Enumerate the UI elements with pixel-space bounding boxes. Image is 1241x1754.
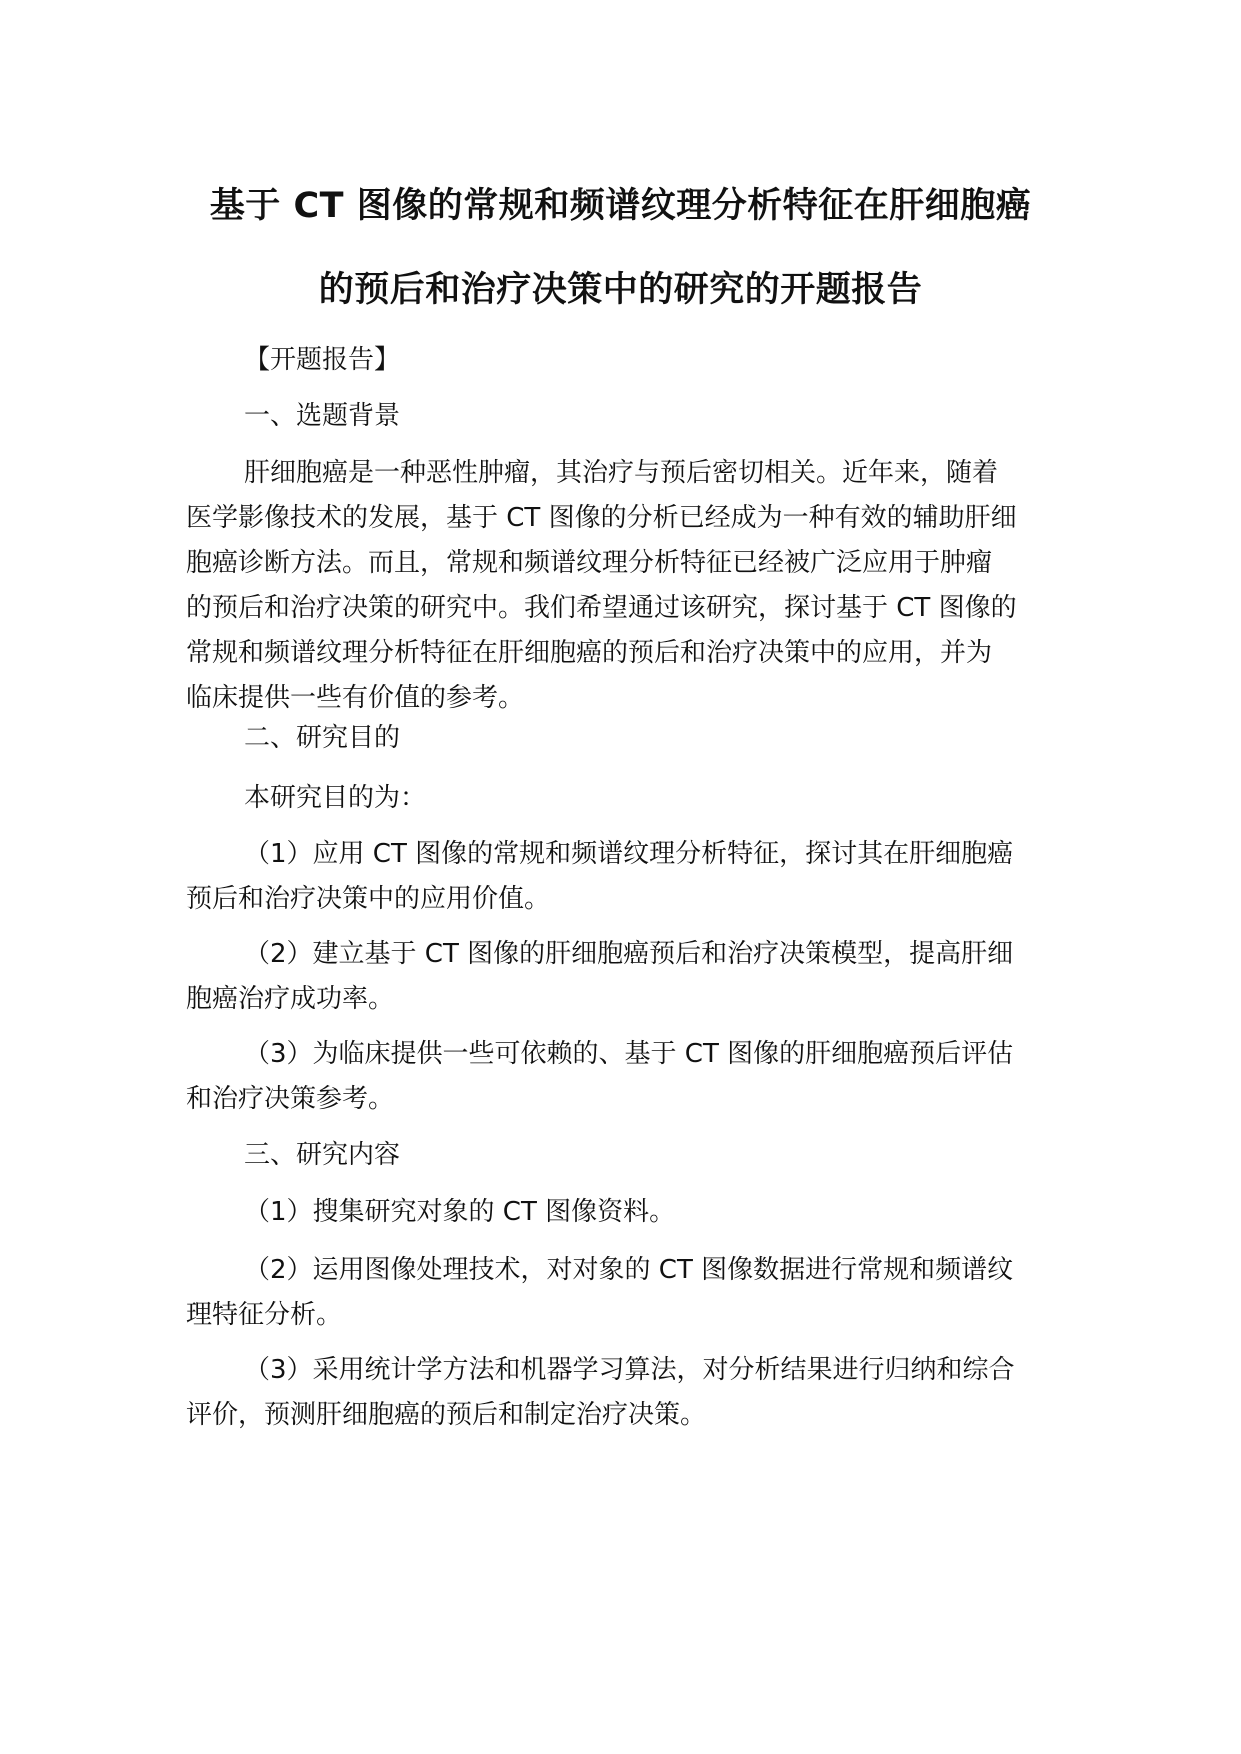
section2-item-2 bbox=[186, 932, 1066, 1022]
paragraph-line: 和治疗决策参考。 bbox=[186, 1084, 395, 1114]
section2-item-1 bbox=[186, 832, 1066, 922]
paragraph-line: （3）为临床提供一些可依赖的、基于 CT 图像的肝细胞癌预后评估 bbox=[244, 1039, 1014, 1069]
paragraph-line: （3）采用统计学方法和机器学习算法，对分析结果进行归纳和综合 bbox=[244, 1355, 1015, 1385]
paragraph-line: 理特征分析。 bbox=[186, 1300, 343, 1330]
paragraph-line: 预后和治疗决策中的应用价值。 bbox=[186, 884, 551, 914]
paragraph-line: （1）应用 CT 图像的常规和频谱纹理分析特征，探讨其在肝细胞癌 bbox=[244, 839, 1014, 869]
paragraph-line: 评价，预测肝细胞癌的预后和制定治疗决策。 bbox=[186, 1400, 707, 1430]
section3-item-3 bbox=[186, 1348, 1066, 1438]
paragraph-line: 胞癌诊断方法。而且，常规和频谱纹理分析特征已经被广泛应用于肿瘤 bbox=[186, 548, 993, 578]
paragraph-line: 胞癌治疗成功率。 bbox=[186, 984, 395, 1014]
section3-item-1 bbox=[186, 1190, 1066, 1235]
section2-item-3 bbox=[186, 1032, 1066, 1122]
section2-heading: 二、研究目的 bbox=[244, 723, 401, 753]
paragraph-line: 肝细胞癌是一种恶性肿瘤，其治疗与预后密切相关。近年来，随着 bbox=[244, 458, 999, 488]
paragraph-line: 医学影像技术的发展，基于 CT 图像的分析已经成为一种有效的辅助肝细 bbox=[186, 503, 1017, 533]
section1-paragraph bbox=[186, 451, 1066, 721]
document-title-line-1: 基于 CT 图像的常规和频谱纹理分析特征在肝细胞癌 bbox=[209, 186, 1032, 226]
paragraph-line: （1）搜集研究对象的 CT 图像资料。 bbox=[244, 1197, 676, 1227]
paragraph-line: 的预后和治疗决策的研究中。我们希望通过该研究，探讨基于 CT 图像的 bbox=[186, 593, 1017, 623]
paragraph-line: （2）运用图像处理技术，对对象的 CT 图像数据进行常规和频谱纹 bbox=[244, 1255, 1014, 1285]
section1-heading: 一、选题背景 bbox=[244, 401, 401, 431]
section3-item-2 bbox=[186, 1248, 1066, 1338]
document-title-line-2: 的预后和治疗决策中的研究的开题报告 bbox=[318, 270, 923, 310]
section-tag: 【开题报告】 bbox=[244, 345, 401, 375]
paragraph-line: （2）建立基于 CT 图像的肝细胞癌预后和治疗决策模型，提高肝细 bbox=[244, 939, 1014, 969]
section2-intro: 本研究目的为： bbox=[244, 783, 427, 813]
paragraph-line: 常规和频谱纹理分析特征在肝细胞癌的预后和治疗决策中的应用，并为 bbox=[186, 638, 993, 668]
paragraph-line: 临床提供一些有价值的参考。 bbox=[186, 683, 525, 713]
section3-heading: 三、研究内容 bbox=[244, 1140, 401, 1170]
